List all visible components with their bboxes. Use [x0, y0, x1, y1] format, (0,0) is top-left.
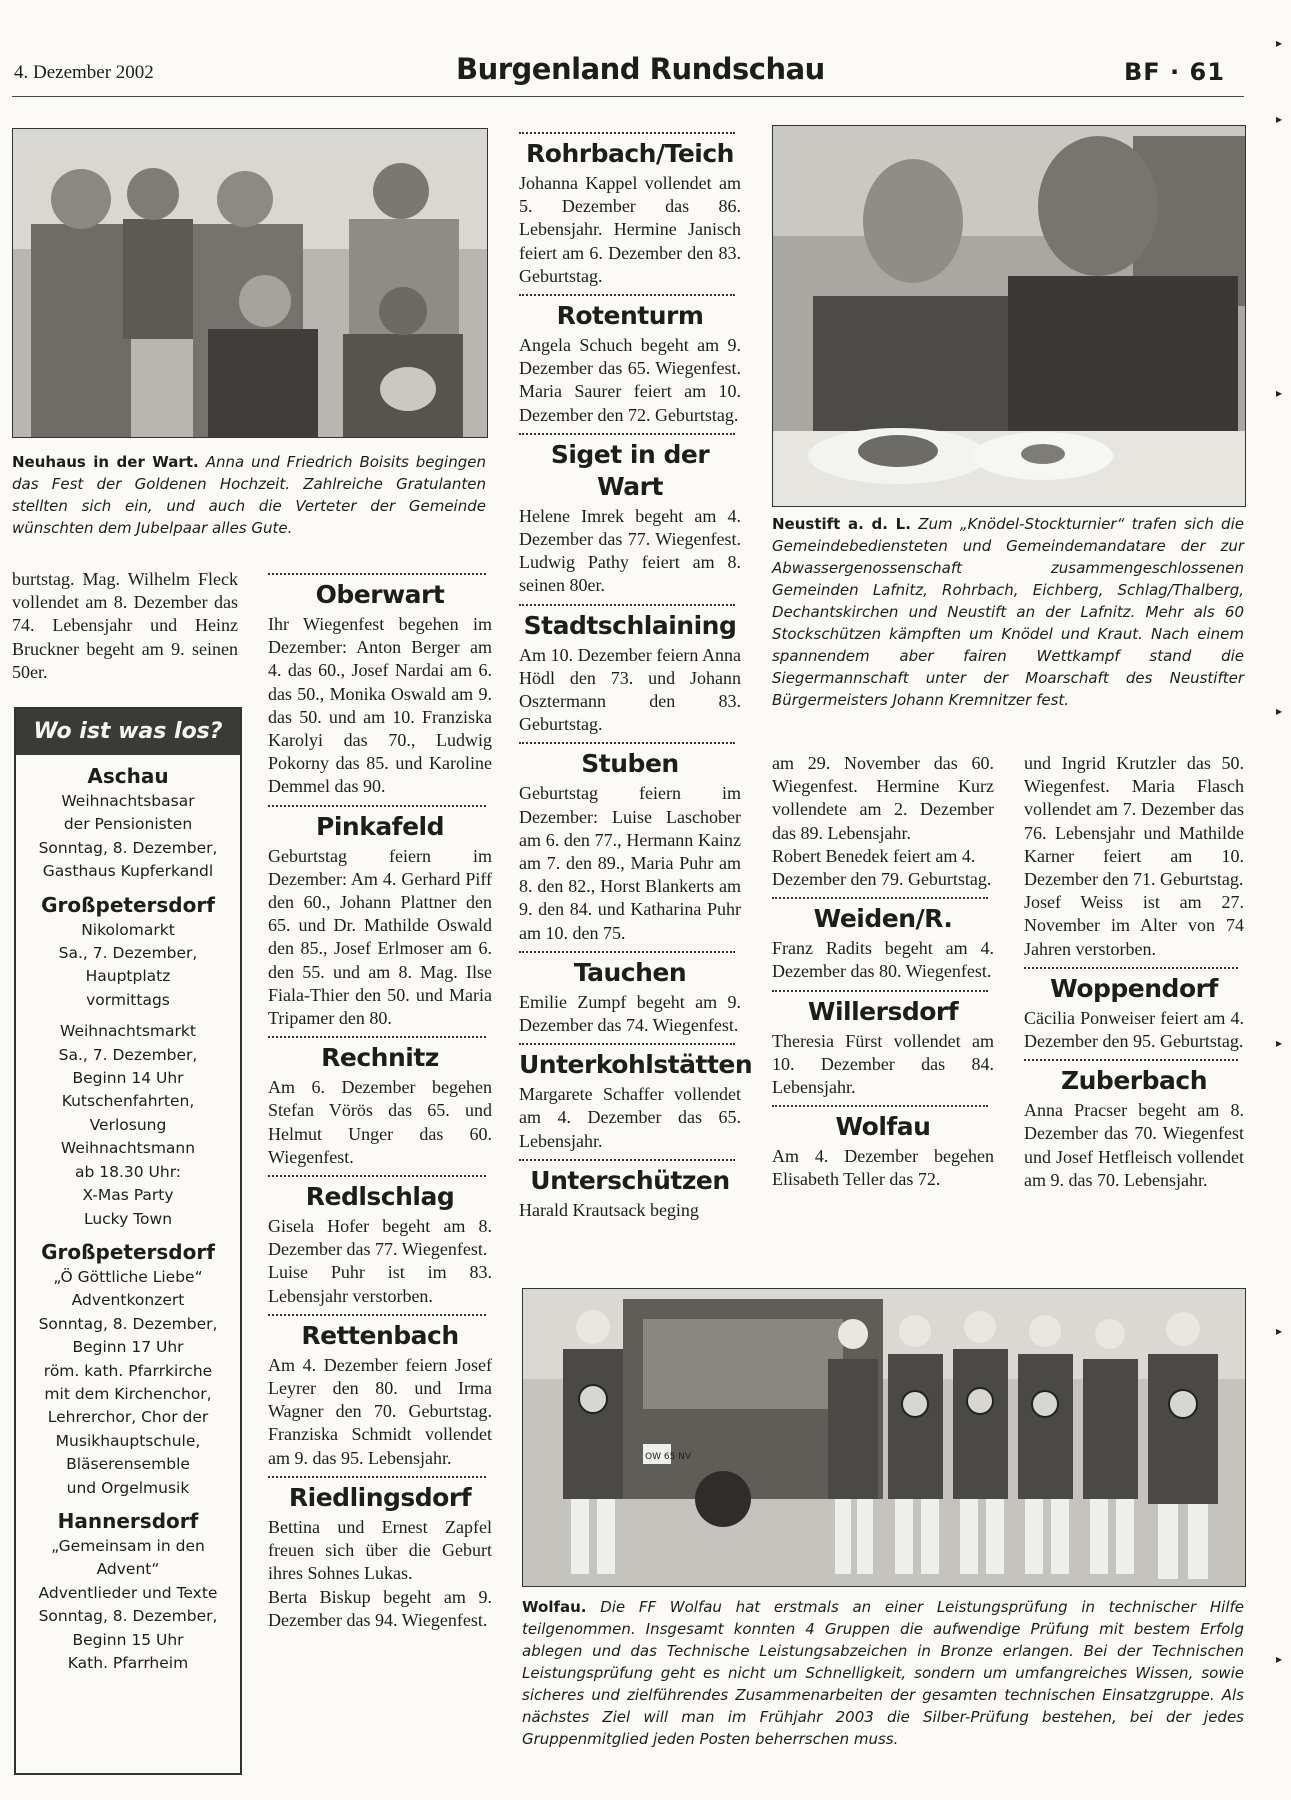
event-line: Musikhauptschule, [55, 1431, 201, 1450]
news-section [772, 990, 994, 1100]
section-heading: Unterkohlstätten [519, 1050, 753, 1080]
news-section [519, 294, 741, 427]
section-text: Ihr Wiegenfest begehen im Dezember: Anton Berger am 4. das 60., Josef Nardai am 6. das 50., Monika Oswald am 9. das 50. und am 10. Franziska Karolyi das 70., Ludwig Pokorny das 85. und Karoline Demmel das 90. [268, 614, 492, 797]
dotted-divider [268, 805, 486, 807]
news-section [1024, 1059, 1244, 1192]
event-line: Beginn 17 Uhr [72, 1338, 184, 1357]
event-line: Sonntag, 8. Dezember, [38, 838, 218, 857]
section-heading: Rohrbach/Teich [526, 139, 734, 168]
col5 [1024, 752, 1244, 1192]
event-item [16, 892, 240, 1013]
event-line: Beginn 15 Uhr [72, 1630, 184, 1649]
news-section [519, 604, 741, 737]
news-section [519, 1159, 741, 1222]
event-line: X-Mas Party [82, 1186, 174, 1205]
dotted-divider [772, 990, 988, 992]
event-line: Nikolomarkt [81, 920, 175, 939]
dotted-divider [519, 742, 735, 744]
dotted-divider [268, 1175, 486, 1177]
section-text: Geburtstag feiern im Dezember: Am 4. Gerhard Piff den 60., Johann Plattner den 65. und Dr. Mathilde Oswald den 85., Josef Erlmoser am 6. den 55. und am 8. Mag. Ilse Fiala-Thier den 50. und Maria Tripamer den 80. [268, 845, 492, 1029]
event-place: Großpetersdorf [41, 892, 215, 917]
event-line: Sa., 7. Dezember, [58, 1045, 198, 1064]
event-line: Hauptplatz [85, 967, 171, 986]
col5-continuation2: Josef Weiss ist am 27. November im Alter von 74 Jahren verstorben. [1024, 892, 1244, 959]
dotted-divider [772, 897, 988, 899]
section-text: Am 10. Dezember feiern Anna Hödl den 73. und Johann Osztermann den 83. Geburtstag. [519, 644, 741, 735]
dotted-divider [519, 951, 735, 953]
license-plate: OW 65 NV [645, 1452, 692, 1462]
news-section [772, 897, 994, 983]
wolfau-caption-text: Die FF Wolfau hat erstmals an einer Leistungsprüfung in technischer Hilfe teilgenommen. Insgesamt konnten 4 Gruppen die aufwendige Prüfung mit bestem Erfolg ablegen und das Technische Leistungsabzeichen in Bronze erlangen. Bei der Technischen Leistungsprüfung geht es nicht um Schnelligkeit, sondern um umfangreiches Wissen, sowie sicheres und zielführendes Zusammenarbeiten der gesamten technischen Einsatzgruppe. Als nächstes Ziel will man im Frühjahr 2003 die Silber-Prüfung bestehen, bei der jedes Gruppenmitglied jeden Posten beherrschen muss. [522, 1598, 1244, 1748]
dotted-divider [772, 1105, 988, 1107]
section-heading: Redlschlag [305, 1182, 455, 1212]
neuhaus-photo [12, 128, 488, 438]
col3 [519, 126, 753, 1222]
dotted-divider [268, 573, 486, 575]
dotted-divider [519, 132, 735, 134]
wolfau-caption [522, 1596, 1244, 1750]
margin-mark: ▸ [1276, 1652, 1283, 1666]
news-section [268, 573, 492, 799]
col2 [268, 567, 492, 1632]
section-text: Margarete Schaffer vollendet am 4. Dezember das 65. Lebensjahr. [519, 1084, 741, 1151]
section-heading: Zuberbach [1061, 1066, 1207, 1096]
section-text-2: Berta Biskup begeht am 9. Dezember das 94. Wiegenfest. [268, 1586, 492, 1630]
event-line: Sa., 7. Dezember, [58, 944, 198, 963]
dotted-divider [519, 1043, 735, 1045]
section-text: Am 4. Dezember feiern Josef Leyrer den 80. und Irma Wagner den 70. Geburtstag. Franziska Schmidt vollendet am 9. das 95. Lebensjahr. [268, 1354, 492, 1468]
event-place: Aschau [87, 764, 169, 788]
margin-mark: ▸ [1276, 1036, 1283, 1050]
dotted-divider [519, 294, 735, 296]
section-text: Geburtstag feiern im Dezember: Luise Laschober am 6. den 77., Hermann Kainz am 7. den 89., Maria Puhr am 8. den 82., Horst Blankerts am 9. den 84. und Katharina Puhr am 10. den 75. [519, 783, 741, 943]
col1-continuation: burtstag. Mag. Wilhelm Fleck vollendet am 8. Dezember das 74. Lebensjahr und Heinz Bruckner begeht am 9. seinen 50er. [12, 569, 238, 682]
section-text: Theresia Fürst vollendet am 10. Dezember das 84. Lebensjahr. [772, 1030, 994, 1098]
event-place: Großpetersdorf [41, 1239, 215, 1264]
neustift-photo [772, 125, 1246, 507]
section-heading: Pinkafeld [316, 811, 444, 841]
events-box [14, 707, 242, 1775]
section-heading: Willersdorf [807, 996, 959, 1026]
event-line: Weihnachtsmann [60, 1139, 196, 1158]
issue-date: 4. Dezember 2002 [14, 62, 154, 83]
neustift-caption [772, 513, 1244, 711]
event-line: Sonntag, 8. Dezember, [38, 1314, 218, 1333]
neuhaus-caption-text: Anna und Friedrich Boisits begingen das Fest der Goldenen Hochzeit. Zahlreiche Gratulanten stellten sich ein, und auch die Verteter der Gemeinde wünschten dem Jubelpaar alles Gute. [12, 453, 486, 537]
section-heading: Oberwart [315, 580, 445, 609]
news-section [519, 951, 741, 1037]
news-section [268, 805, 492, 1031]
dotted-divider [519, 433, 735, 435]
wolfau-caption-place: Wolfau. [522, 1598, 587, 1616]
dotted-divider [268, 1476, 486, 1478]
event-line: Weihnachtsbasar [61, 792, 195, 810]
section-heading: Tauchen [573, 957, 687, 987]
news-section [519, 742, 741, 944]
section-text: Johanna Kappel vollendet am 5. Dezember das 86. Lebensjahr. Hermine Janisch feiert am 6. Dezember den 83. Geburtstag. [519, 173, 741, 286]
dotted-divider [268, 1314, 486, 1316]
section-text-2: Luise Puhr ist im 83. Lebensjahr verstorben. [268, 1262, 492, 1306]
margin-mark: ▸ [1276, 386, 1283, 400]
section-heading: Stuben [581, 749, 679, 779]
section-heading: Unterschützen [530, 1165, 730, 1195]
margin-mark: ▸ [1276, 1324, 1283, 1338]
neuhaus-caption [12, 451, 486, 539]
section-heading: Wolfau [835, 1112, 931, 1142]
section-text: Am 6. Dezember begehen Stefan Vörös das 65. und Helmut Unger das 60. Wiegenfest. [268, 1077, 492, 1167]
event-line: Beginn 14 Uhr [72, 1069, 184, 1088]
event-item [16, 1508, 240, 1675]
dotted-divider [1024, 967, 1238, 969]
section-text: Harald Krautsack beging [519, 1199, 699, 1220]
section-heading: Rotenturm [556, 301, 704, 331]
section-heading: Rettenbach [301, 1320, 459, 1350]
section-text: Emilie Zumpf begeht am 9. Dezember das 74. Wiegenfest. [519, 991, 741, 1036]
event-line: und Orgelmusik [66, 1478, 190, 1497]
section-text: Helene Imrek begeht am 4. Dezember das 77. Wiegenfest. Ludwig Pathy feiert am 8. seinen 80er. [519, 505, 741, 596]
event-line: Lucky Town [83, 1209, 173, 1228]
event-item [16, 1012, 240, 1231]
col4 [772, 752, 994, 1192]
news-section [268, 1476, 492, 1632]
news-section [268, 1175, 492, 1308]
section-text: Gisela Hofer begeht am 8. Dezember das 77. Wiegenfest. [268, 1216, 492, 1260]
section-text: Bettina und Ernest Zapfel freuen sich über die Geburt ihres Sohnes Lukas. [268, 1516, 492, 1584]
event-line: Advent“ [96, 1560, 160, 1579]
col4-continuation: am 29. November das 60. Wiegenfest. Hermine Kurz vollendete am 2. Dezember das 89. Lebensjahr. [772, 753, 994, 843]
event-spacer [16, 1012, 240, 1020]
news-section [519, 1043, 753, 1153]
section-heading: Riedlingsdorf [288, 1482, 472, 1512]
event-line: ab 18.30 Uhr: [74, 1162, 182, 1181]
margin-mark: ▸ [1276, 704, 1283, 718]
event-line: mit dem Kirchenchor, [44, 1384, 212, 1403]
col5-continuation: und Ingrid Krutzler das 50. Wiegenfest. Maria Flasch vollendet am 7. Dezember das 76. Lebensjahr und Mathilde Karner feiert am 10. Dezember den 71. Geburtstag. [1024, 753, 1244, 890]
event-place: Hannersdorf [57, 1508, 199, 1533]
event-item [16, 763, 240, 884]
dotted-divider [519, 604, 735, 606]
events-box-title: Wo ist was los? [16, 709, 240, 755]
newspaper-title: Burgenland Rundschau [456, 52, 825, 86]
event-line: „Ö Göttliche Liebe“ [53, 1267, 203, 1286]
section-text: Franz Radits begeht am 4. Dezember das 80. Wiegenfest. [772, 938, 994, 982]
dotted-divider [268, 1036, 486, 1038]
event-line: Adventlieder und Texte [38, 1583, 218, 1602]
event-line: „Gemeinsam in den [51, 1536, 205, 1555]
col4-continuation2: Robert Benedek feiert am 4. Dezember den 79. Geburtstag. [772, 845, 992, 890]
event-line: Gasthaus Kupferkandl [42, 862, 214, 881]
dotted-divider [519, 1159, 735, 1161]
wolfau-photo [522, 1288, 1246, 1587]
margin-mark: ▸ [1276, 112, 1283, 126]
section-heading: Rechnitz [321, 1043, 439, 1073]
neuhaus-caption-place: Neuhaus in der Wart. [12, 453, 199, 471]
margin-mark: ▸ [1276, 36, 1283, 50]
event-line: Sonntag, 8. Dezember, [38, 1607, 218, 1626]
news-section [772, 1105, 994, 1191]
page-number: BF · 61 [1124, 58, 1225, 86]
event-item [16, 1239, 240, 1500]
event-line: Lehrerchor, Chor der [47, 1408, 209, 1427]
section-text: Anna Pracser begeht am 8. Dezember das 70. Wiegenfest und Josef Hetfleisch vollendet am 9. das 70. Lebensjahr. [1024, 1100, 1244, 1190]
news-section [1024, 967, 1244, 1053]
section-text: Angela Schuch begeht am 9. Dezember das 65. Wiegenfest. Maria Saurer feiert am 10. Dezember den 72. Geburtstag. [519, 335, 741, 425]
section-heading: Stadtschlaining [523, 610, 737, 640]
neustift-caption-place: Neustift a. d. L. [772, 515, 911, 533]
section-heading: Woppendorf [1050, 973, 1218, 1003]
event-line: Kath. Pfarrheim [67, 1654, 189, 1672]
event-line: röm. kath. Pfarrkirche [43, 1361, 213, 1380]
neustift-caption-text: Zum „Knödel-Stockturnier“ trafen sich die Gemeindebediensteten und Gemeindemandatare der zur Abwassergenossenschaft zusammengeschlossenen Gemeinden Lafnitz, Rohrbach, Eichberg, Schlag/Thalberg, Dechantskirchen und Neustift an der Lafnitz. Mehr als 60 Stockschützen kämpften um Knödel und Kraut. Nach einem spannendem aber fairen Wettkampf stand die Siegermannschaft unter der Moarschaft des Neustifter Bürgermeisters Johann Kremnitzer fest. [772, 515, 1244, 709]
section-text: Cäcilia Ponweiser feiert am 4. Dezember den 95. Geburtstag. [1024, 1007, 1244, 1052]
event-line: der Pensionisten [63, 815, 193, 834]
section-heading: Weiden/R. [813, 904, 953, 934]
event-line: Bläserensemble [66, 1455, 190, 1474]
event-line: Weihnachtsmarkt [60, 1022, 196, 1041]
event-line: Verlosung [89, 1115, 167, 1134]
news-section [519, 132, 741, 288]
dotted-divider [1024, 1059, 1238, 1061]
section-heading: Siget in der Wart [550, 439, 710, 501]
section-text: Am 4. Dezember begehen Elisabeth Teller das 72. [772, 1146, 994, 1190]
events-list [16, 763, 240, 1675]
event-line: vormittags [86, 990, 170, 1009]
news-section [268, 1036, 492, 1169]
news-section [268, 1314, 492, 1470]
event-line: Kutschenfahrten, [61, 1092, 195, 1111]
event-line: Adventkonzert [71, 1291, 185, 1310]
header-rule [12, 96, 1244, 97]
news-section [519, 433, 741, 598]
